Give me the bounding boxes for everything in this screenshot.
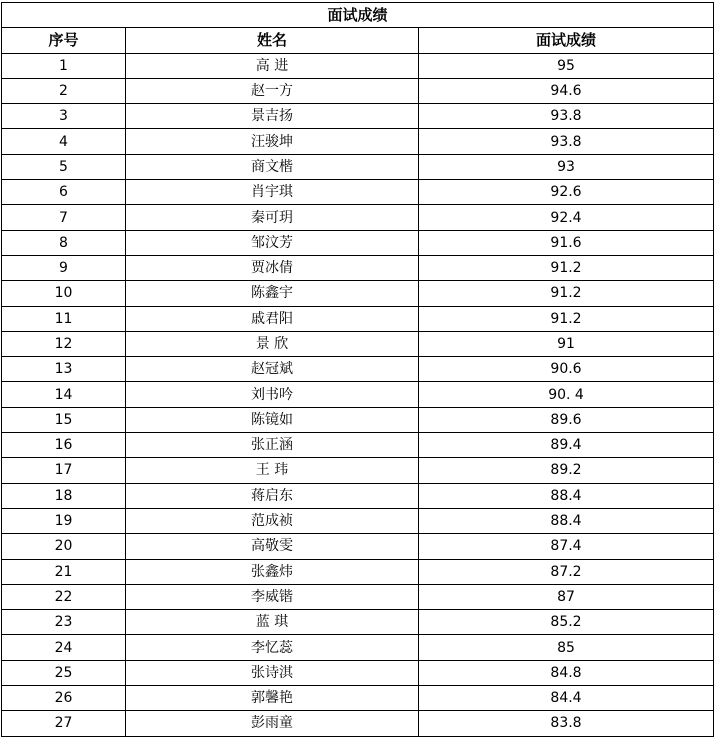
header-name: 姓名 — [126, 28, 419, 53]
cell-index: 10 — [2, 281, 126, 306]
cell-name: 范成祯 — [126, 508, 419, 533]
cell-score: 94.6 — [419, 78, 714, 103]
cell-name: 张正涵 — [126, 433, 419, 458]
cell-score: 92.6 — [419, 180, 714, 205]
cell-index: 2 — [2, 78, 126, 103]
cell-name: 蒋启东 — [126, 483, 419, 508]
cell-index: 22 — [2, 584, 126, 609]
header-score: 面试成绩 — [419, 28, 714, 53]
cell-index: 27 — [2, 711, 126, 736]
cell-index: 8 — [2, 230, 126, 255]
title-row — [2, 3, 714, 28]
cell-name: 蓝 琪 — [126, 610, 419, 635]
cell-score: 88.4 — [419, 483, 714, 508]
table-row — [2, 483, 714, 508]
cell-name: 景 欣 — [126, 331, 419, 356]
cell-name: 贾冰倩 — [126, 255, 419, 280]
cell-index: 25 — [2, 660, 126, 685]
cell-score: 90. 4 — [419, 382, 714, 407]
table-title: 面试成绩 — [2, 3, 714, 28]
cell-name: 张诗淇 — [126, 660, 419, 685]
table-row — [2, 458, 714, 483]
table-row — [2, 357, 714, 382]
cell-name: 商文楷 — [126, 154, 419, 179]
cell-score: 93 — [419, 154, 714, 179]
cell-index: 13 — [2, 357, 126, 382]
cell-name: 陈鑫宇 — [126, 281, 419, 306]
score-table — [1, 2, 714, 737]
score-sheet — [1, 2, 713, 737]
header-index: 序号 — [2, 28, 126, 53]
cell-index: 3 — [2, 104, 126, 129]
cell-index: 19 — [2, 508, 126, 533]
cell-score: 89.6 — [419, 407, 714, 432]
table-row — [2, 306, 714, 331]
cell-score: 93.8 — [419, 104, 714, 129]
table-row — [2, 635, 714, 660]
table-row — [2, 230, 714, 255]
cell-score: 83.8 — [419, 711, 714, 736]
cell-index: 24 — [2, 635, 126, 660]
cell-index: 14 — [2, 382, 126, 407]
table-row — [2, 433, 714, 458]
table-row — [2, 559, 714, 584]
cell-score: 88.4 — [419, 508, 714, 533]
cell-score: 87.4 — [419, 534, 714, 559]
cell-name: 高 进 — [126, 53, 419, 78]
cell-name: 汪骏坤 — [126, 129, 419, 154]
cell-index: 1 — [2, 53, 126, 78]
table-row — [2, 129, 714, 154]
cell-name: 景吉扬 — [126, 104, 419, 129]
cell-score: 84.8 — [419, 660, 714, 685]
cell-name: 赵一方 — [126, 78, 419, 103]
cell-index: 9 — [2, 255, 126, 280]
cell-score: 91.2 — [419, 281, 714, 306]
table-row — [2, 331, 714, 356]
cell-score: 95 — [419, 53, 714, 78]
cell-name: 肖宇琪 — [126, 180, 419, 205]
cell-score: 89.4 — [419, 433, 714, 458]
cell-score: 85 — [419, 635, 714, 660]
cell-name: 李忆蕊 — [126, 635, 419, 660]
cell-index: 7 — [2, 205, 126, 230]
cell-index: 15 — [2, 407, 126, 432]
cell-name: 彭雨童 — [126, 711, 419, 736]
table-body — [2, 53, 714, 736]
cell-score: 84.4 — [419, 686, 714, 711]
cell-index: 4 — [2, 129, 126, 154]
table-row — [2, 281, 714, 306]
table-row — [2, 534, 714, 559]
cell-index: 11 — [2, 306, 126, 331]
cell-index: 18 — [2, 483, 126, 508]
cell-score: 91.2 — [419, 255, 714, 280]
cell-name: 赵冠斌 — [126, 357, 419, 382]
cell-index: 21 — [2, 559, 126, 584]
cell-name: 秦可玥 — [126, 205, 419, 230]
cell-score: 91 — [419, 331, 714, 356]
table-row — [2, 508, 714, 533]
cell-index: 5 — [2, 154, 126, 179]
cell-name: 戚君阳 — [126, 306, 419, 331]
cell-name: 陈镜如 — [126, 407, 419, 432]
table-row — [2, 104, 714, 129]
cell-name: 张鑫炜 — [126, 559, 419, 584]
cell-name: 高敬雯 — [126, 534, 419, 559]
cell-name: 邹汶芳 — [126, 230, 419, 255]
table-row — [2, 407, 714, 432]
table-row — [2, 584, 714, 609]
cell-index: 23 — [2, 610, 126, 635]
table-row — [2, 255, 714, 280]
table-row — [2, 78, 714, 103]
table-row — [2, 205, 714, 230]
cell-index: 20 — [2, 534, 126, 559]
table-row — [2, 660, 714, 685]
cell-score: 90.6 — [419, 357, 714, 382]
cell-index: 16 — [2, 433, 126, 458]
table-row — [2, 686, 714, 711]
cell-score: 85.2 — [419, 610, 714, 635]
cell-score: 89.2 — [419, 458, 714, 483]
cell-score: 87 — [419, 584, 714, 609]
cell-name: 王 玮 — [126, 458, 419, 483]
cell-index: 17 — [2, 458, 126, 483]
table-row — [2, 154, 714, 179]
cell-name: 郭馨艳 — [126, 686, 419, 711]
cell-score: 93.8 — [419, 129, 714, 154]
cell-index: 12 — [2, 331, 126, 356]
cell-score: 91.6 — [419, 230, 714, 255]
table-row — [2, 180, 714, 205]
table-row — [2, 610, 714, 635]
cell-score: 92.4 — [419, 205, 714, 230]
header-row — [2, 28, 714, 53]
cell-name: 刘书吟 — [126, 382, 419, 407]
table-row — [2, 382, 714, 407]
cell-score: 91.2 — [419, 306, 714, 331]
cell-score: 87.2 — [419, 559, 714, 584]
cell-index: 6 — [2, 180, 126, 205]
table-row — [2, 711, 714, 736]
table-row — [2, 53, 714, 78]
cell-index: 26 — [2, 686, 126, 711]
cell-name: 李威锴 — [126, 584, 419, 609]
